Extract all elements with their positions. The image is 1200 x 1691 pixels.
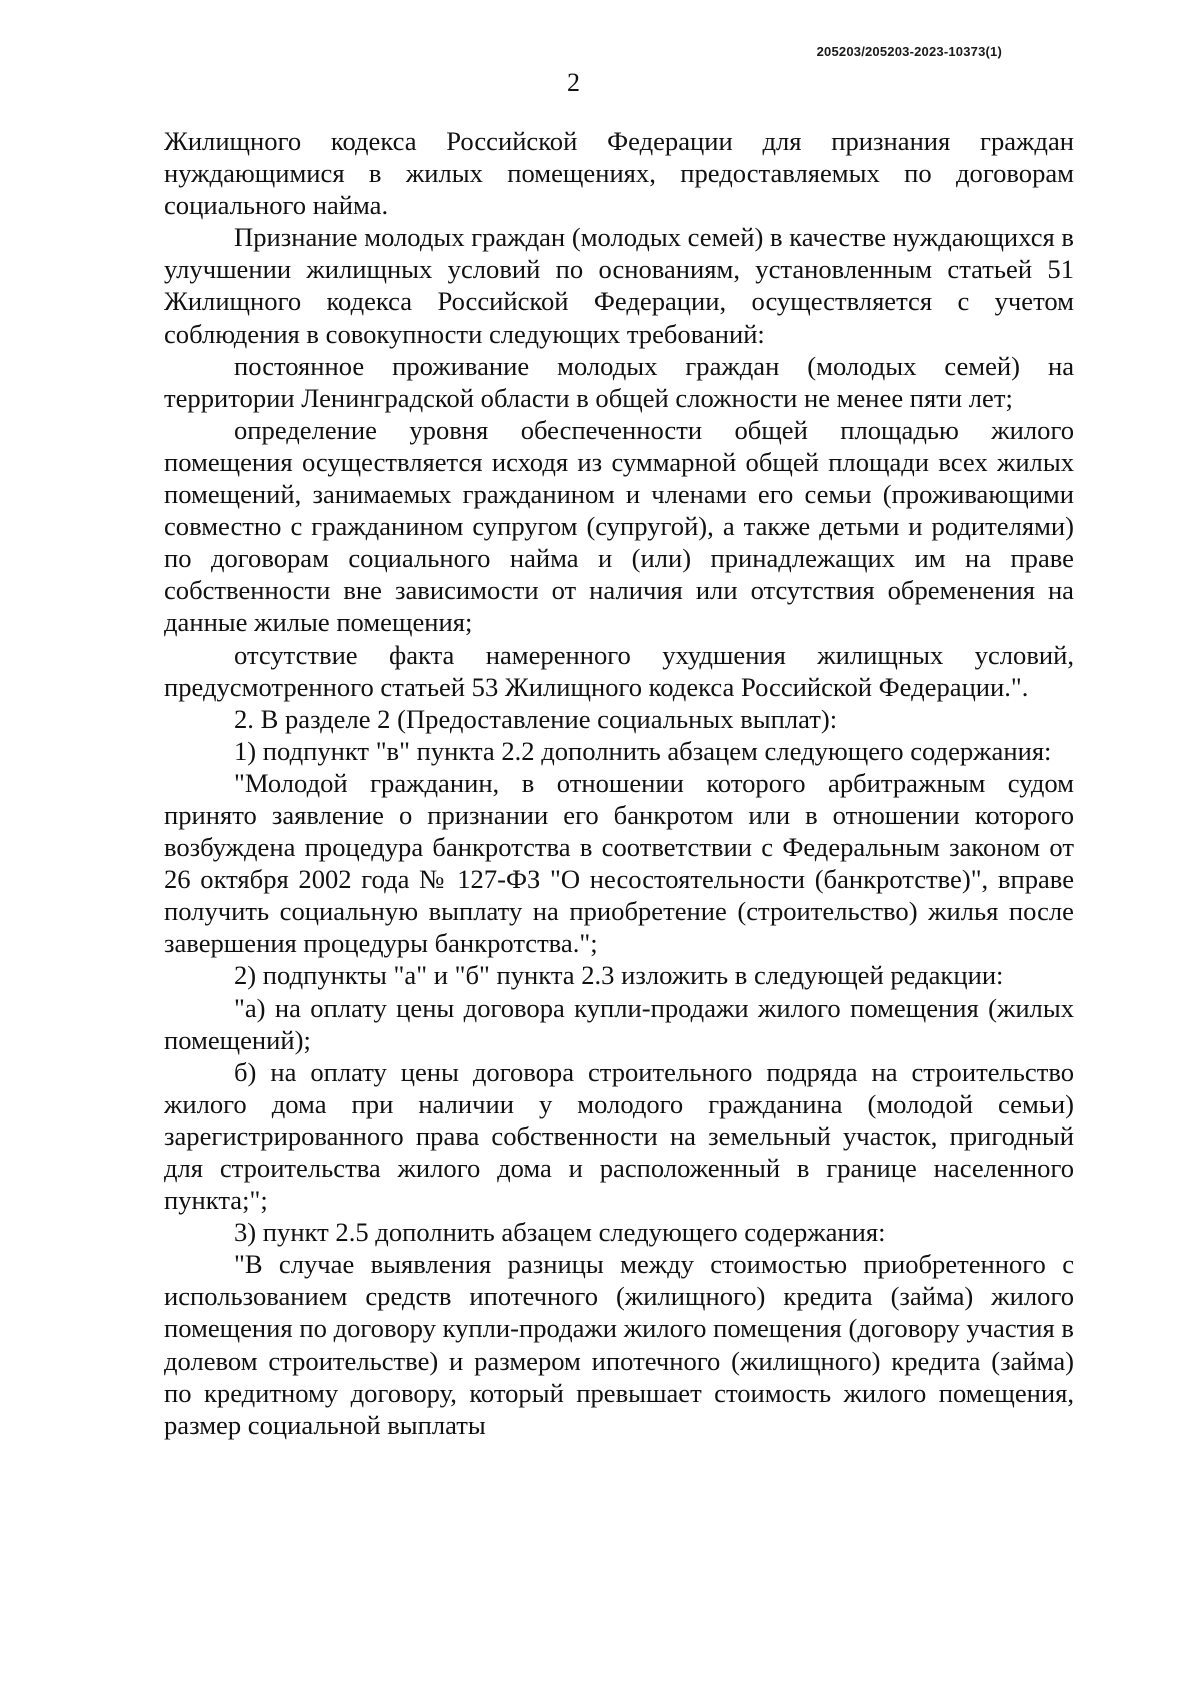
paragraph-subitem-a: "а) на оплату цены договора купли-продажи жилого помещения (жилых помещений); — [164, 992, 1074, 1055]
paragraph-bankruptcy-provision: "Молодой гражданин, в отношении которого арбитражным судом принято заявление о признании его банкротом или в отношении которого возбуждена процедура банкротства в соответствии с Федеральным законом от 26 октября 2002 года № 127-ФЗ "О несостоятельности (банкротстве)", вправе получить социальную выплату на приобретение (строительство) жилья после завершения процедуры банкротства."; — [164, 767, 1074, 959]
paragraph-recognition-requirements: Признание молодых граждан (молодых семей) в качестве нуждающихся в улучшении жилищных условий по основаниям, установленным статьей 51 Жилищного кодекса Российской Федерации, осуществляется с учетом соблюдения в совокупности следующих требований: — [164, 222, 1074, 349]
paragraph-section-2-heading: 2. В разделе 2 (Предоставление социальных выплат): — [234, 703, 838, 734]
document-id: 205203/205203-2023-10373(1) — [816, 44, 1002, 59]
paragraph-subitem-b: б) на оплату цены договора строительного подряда на строительство жилого дома при наличии у молодого гражданина (молодой семьи) зарегистрированного права собственности на земельный участок, пригодный для строительства жилого дома и расположенный в границе населенного пункта;"; — [164, 1056, 1074, 1216]
page-number: 2 — [567, 68, 580, 97]
paragraph-mortgage-difference: "В случае выявления разницы между стоимостью приобретенного с использованием средств ипотечного (жилищного) кредита (займа) жилого помещения по договору купли-продажи жилого помещения (договору участия в долевом строительстве) и размером ипотечного (жилищного) кредита (займа) по кредитному договору, который превышает стоимость жилого помещения, размер социальной выплаты — [164, 1249, 1074, 1440]
paragraph-subitem-3: 3) пункт 2.5 дополнить абзацем следующего содержания: — [234, 1217, 886, 1248]
document-body — [164, 125, 1074, 1441]
paragraph-subitem-1: 1) подпункт "в" пункта 2.2 дополнить абзацем следующего содержания: — [234, 735, 1052, 766]
paragraph-subitem-2: 2) подпункты "а" и "б" пункта 2.3 изложить в следующей редакции: — [234, 960, 1004, 991]
paragraph-no-deliberate-worsening: отсутствие факта намеренного ухудшения жилищных условий, предусмотренного статьей 53 Жилищного кодекса Российской Федерации.". — [164, 639, 1074, 702]
paragraph-area-determination: определение уровня обеспеченности общей площадью жилого помещения осуществляется исходя из суммарной общей площади всех жилых помещений, занимаемых гражданином и членами его семьи (проживающими совместно с гражданином супругом (супругой), а также детьми и родителями) по договорам социального найма и (или) принадлежащих им на праве собственности вне зависимости от наличия или отсутствия обременения на данные жилые помещения; — [164, 414, 1074, 638]
paragraph-housing-code-continuation: Жилищного кодекса Российской Федерации для признания граждан нуждающимися в жилых помещениях, предоставляемых по договорам социального найма. — [164, 126, 1074, 221]
paragraph-residence-requirement: постоянное проживание молодых граждан (молодых семей) на территории Ленинградской области в общей сложности не менее пяти лет; — [164, 350, 1074, 413]
